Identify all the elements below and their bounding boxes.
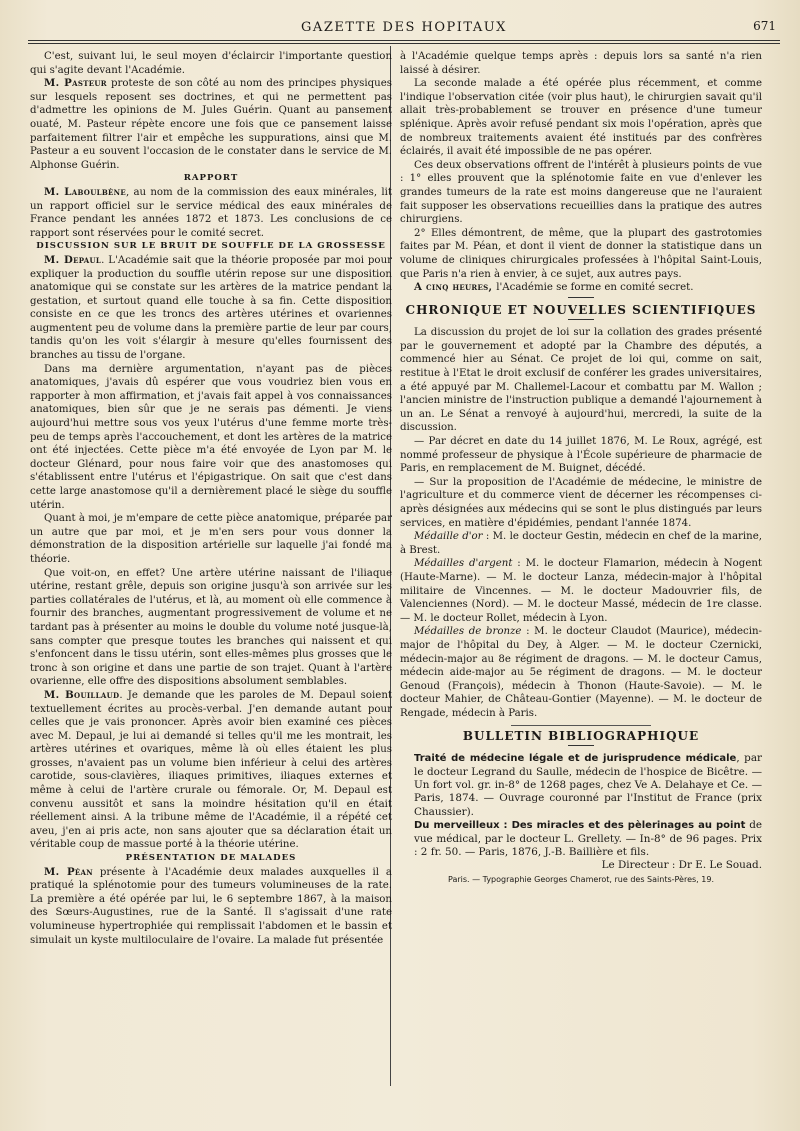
paragraph xyxy=(400,557,762,625)
paragraph-text: présente à l'Académie deux malades auxquelles il a pratiqué la splénotomie pour des tumeurs volumineuses de la rate. La première a été opérée par lui, le 6 septembre 1867, à la maison des Sœurs-Augustines, rue de la Santé. Il s'agissait d'une rate volumineuse hypertrophiée qui remplissait l'abdomen et le bassin et simulait un kyste multiloculaire de l'ovaire. La malade fut présentée xyxy=(30,866,393,946)
speaker-name: M. Péan xyxy=(44,865,93,878)
paragraph-text: : M. le docteur Flamarion, médecin à Nogent (Haute-Marne). — M. le docteur Lanza, médecin-major à l'hôpital militaire de Vincennes. — M. le docteur Madouvrier fils, de Valenciennes (Nord). — M. le docteur Massé, médecin de 1re classe. — M. le docteur Rollet, médecin à Lyon. xyxy=(400,558,763,624)
medal-label: Médailles de bronze xyxy=(414,626,522,638)
paragraph: Quant à moi, je m'empare de cette pièce anatomique, préparée par un autre que par moi, et je m'en sers pour vous donner la démonstration de la disposition artérielle sur laquelle j'ai fondé ma théorie. xyxy=(30,513,392,565)
paragraph xyxy=(30,689,392,852)
paragraph-text: . L'Académie sait que la théorie proposée par moi pour expliquer la production du souffle utérin repose sur une disposition anatomique qui se constate sur les artères de la matrice pendant la gestation, et surtout quand elle touche à sa fin. Cette disposition consiste en ce que les troncs des artères utérines et ovariennes augmentent peu de volume dans la première partie de leur par cours, tandis qu'on les voit s'élargir à mesure qu'elles fournissent des branches au tissu de l'organe. xyxy=(30,254,392,362)
right-column xyxy=(400,50,762,887)
paragraph: Dans ma dernière argumentation, n'ayant pas de pièces anatomiques, j'avais dû espérer que vous voudriez bien vous en rapporter à mon affirmation, et j'avais fait appel à vos connaissances anatomiques, bien sûr que je ne serais pas démenti. Je viens aujourd'hui mettre sous vos yeux l'utérus d'une femme morte très-peu de temps après l'accouchement, et dont les artères de la matrice ont été injectées. Cette pièce m'a été envoyée de Lyon par M. le docteur Glénard, pour nous faire voir que des anastomoses qui s'établissent entre l'utérus et l'épigastrique. On sait que c'est dans cette large anastomose qu'il a dernièrement placé le siège du souffle utérin. xyxy=(30,363,392,511)
left-column xyxy=(30,50,392,947)
paragraph xyxy=(400,281,762,295)
bibliography-entry xyxy=(400,752,762,819)
section-rule xyxy=(568,297,594,298)
paragraph: 2° Elles démontrent, de même, que la plupart des gastrotomies faites par M. Péan, et dont il vient de donner la statistique dans un volume de cliniques chirurgicales professées à l'hôpital Saint-Louis, que Paris n'a rien à envier, à ce sujet, aux autres pays. xyxy=(400,227,762,280)
book-title: Du merveilleux : Des miracles et des pèlerinages au point xyxy=(414,820,746,832)
header-rule xyxy=(28,40,780,44)
paragraph xyxy=(400,530,762,557)
paragraph: La seconde malade a été opérée plus récemment, et comme l'indique l'observation citée (voir plus haut), le chirurgien savait qu'il allait très-probablement se trouver en présence d'une tumeur splénique. Après avoir refusé pendant six mois l'opération, après que de nombreux traitements avaient été institués par des confrères éclairés, il avait été impossible de ne pas opérer. xyxy=(400,78,762,158)
medal-label: Médailles d'argent xyxy=(414,558,513,570)
paragraph-text: , au nom de la commission des eaux minérales, lit un rapport officiel sur le service médical des eaux minérales de France pendant les années 1872 et 1873. Les conclusions de ce rapport sont réservées pour le comité secret. xyxy=(30,186,392,239)
paragraph xyxy=(30,254,392,363)
speaker-name: M. Laboulbène xyxy=(44,185,127,198)
paragraph xyxy=(30,77,392,172)
subheading-presentation: PRÉSENTATION DE MALADES xyxy=(125,853,297,864)
paragraph-text: . Je demande que les paroles de M. Depaul soient textuellement écrites au procès-verbal. J'en demande autant pour celles que je vais prononcer. Après avoir bien examiné ces pièces avec M. Depaul, je lui ai demandé si telles qu'il me les montrait, les artères utérines et ovariques, même là où elles étaient les plus grosses, n'avaient pas un volume bien inférieur à celui des artères carotide, sous-clavières, iliaques primitives, iliaques externes et même à celui de l'artère crurale ou fémorale. Or, M. Depaul est convenu aussitôt et sans la moindre hésitation qu'il en était réellement ainsi. A la tribune même de l'Académie, il a répété cet aveu, j'en ai pris acte, non sans ajouter que sa déclaration était un véritable coup de massue porté à la théorie utérine. xyxy=(30,689,392,851)
paragraph: C'est, suivant lui, le seul moyen d'éclaircir l'importante question qui s'agite devant l'Académie. xyxy=(30,51,392,76)
paragraph xyxy=(400,625,762,720)
book-title: Traité de médecine légale et de jurisprudence médicale xyxy=(414,753,737,765)
speaker-name: M. Pasteur xyxy=(44,77,107,90)
medal-label: Médaille d'or xyxy=(414,531,483,543)
bibliography-text: , par le docteur Legrand du Saulle, médecin de l'hospice de Bicêtre. — Un fort vol. gr. in-8° de 1268 pages, chez Ve A. Delahaye et Ce. — Paris, 1874. — Ouvrage couronné par l'Institut de France (prix Chaussier). xyxy=(414,752,762,818)
bibliography-text: de vue médical, par le docteur L. Grellety. — In-8° de 96 pages. Prix : 2 fr. 50. — Paris, 1876, J.-B. Baillière et fils. xyxy=(414,819,762,858)
section-rule xyxy=(511,725,651,726)
paragraph xyxy=(30,186,392,240)
paragraph: — Par décret en date du 14 juillet 1876, M. Le Roux, agrégé, est nommé professeur de physique à l'École supérieure de pharmacie de Paris, en remplacement de M. Buignet, décédé. xyxy=(400,436,762,475)
paragraph-text: l'Académie se forme en comité secret. xyxy=(496,282,694,294)
page-number: 671 xyxy=(753,19,776,33)
paragraph: à l'Académie quelque temps après : depuis lors sa santé n'a rien laissé à désirer. xyxy=(400,51,762,76)
paragraph: — Sur la proposition de l'Académie de médecine, le ministre de l'agriculture et du commerce vient de décerner les récompenses ci-après désignées aux médecins qui se sont le plus distingués par leurs services, en matière d'épidémies, pendant l'année 1874. xyxy=(400,476,762,529)
subheading-discussion: DISCUSSION SUR LE BRUIT DE SOUFFLE DE LA GROSSESSE xyxy=(36,241,386,252)
time-phrase: A cinq heures, xyxy=(414,281,497,294)
speaker-name: M. Depaul xyxy=(44,253,102,266)
paragraph: Que voit-on, en effet? Une artère utérine naissant de l'iliaque utérine, restant grêle, depuis son origine jusqu'à son arrivée sur les parties collatérales de l'utérus, et là, au moment où elle commence à fournir des branches, augmentant progressivement de volume et ne tardant pas à présenter au moins le double du volume noté jusque-là, sans compter que presque toutes les branches qui naissent et qui s'enfoncent dans le tissu utérin, sont elles-mêmes plus grosses que le tronc à son origine et dans une partie de son trajet. Quant à l'artère ovarienne, elle offre des dispositions absolument semblables. xyxy=(30,567,392,688)
bibliography-entry xyxy=(400,819,762,859)
paragraph xyxy=(30,866,392,948)
paragraph-text: : M. le docteur Claudot (Maurice), médecin-major de l'hôpital du Dey, à Alger. — M. le docteur Czernicki, médecin-major au 8e régiment de dragons. — M. le docteur Camus, médecin aide-major au 5e régiment de dragons. — M. le docteur Genoud (François), médecin à Thonon (Haute-Savoie). — M. le docteur Mahier, de Château-Gontier (Mayenne). — M. le docteur de Rengade, médecin à Paris. xyxy=(400,626,762,719)
director-signature: Le Directeur : Dr E. Le Souad. xyxy=(601,859,762,872)
section-rule xyxy=(568,745,594,746)
journal-title: GAZETTE DES HOPITAUX xyxy=(301,20,507,35)
printer-imprint: Paris. — Typographie Georges Chamerot, rue des Saints-Pères, 19. xyxy=(448,874,714,884)
paragraph: La discussion du projet de loi sur la collation des grades présenté par le gouvernement et adopté par la Chambre des députés, a commencé hier au Sénat. Ce projet de loi qui, comme on sait, restitue à l'Etat le droit exclusif de conférer les grades universitaires, a été appuyé par M. Challemel-Lacour et combattu par M. Wallon ; l'ancien ministre de l'instruction publique a demandé l'ajournement à un an. Le Sénat a renvoyé à aujourd'hui, mercredi, la suite de la discussion. xyxy=(400,327,762,434)
paragraph-text: : M. le docteur Gestin, médecin en chef de la marine, à Brest. xyxy=(400,531,762,556)
section-heading-chronique: CHRONIQUE ET NOUVELLES SCIENTIFIQUES xyxy=(405,302,757,317)
speaker-name: M. Bouillaud xyxy=(44,688,120,701)
section-rule xyxy=(568,319,594,320)
paragraph: Ces deux observations offrent de l'intérêt à plusieurs points de vue : 1° elles prouvent que la splénotomie faite en vue d'enlever les grandes tumeurs de la rate est moins dangereuse que ne l'auraient fait supposer les observations recueillies dans la pratique des autres chirurgiens. xyxy=(400,159,762,226)
section-heading-bulletin: BULLETIN BIBLIOGRAPHIQUE xyxy=(462,728,700,743)
subheading-rapport: RAPPORT xyxy=(183,173,239,184)
paragraph-text: proteste de son côté au nom des principes physiques sur lesquels reposent ses doctrines, et qui ne permettent pas d'admettre les opinions de M. Jules Guérin. Quant au pansement ouaté, M. Pasteur répète encore une fois que ce pansement laisse parfaitement filtrer l'air et empêche les suppurations, ainsi que M. Pasteur a eu souvent l'occasion de le constater dans le service de M. Alphonse Guérin. xyxy=(30,78,392,171)
